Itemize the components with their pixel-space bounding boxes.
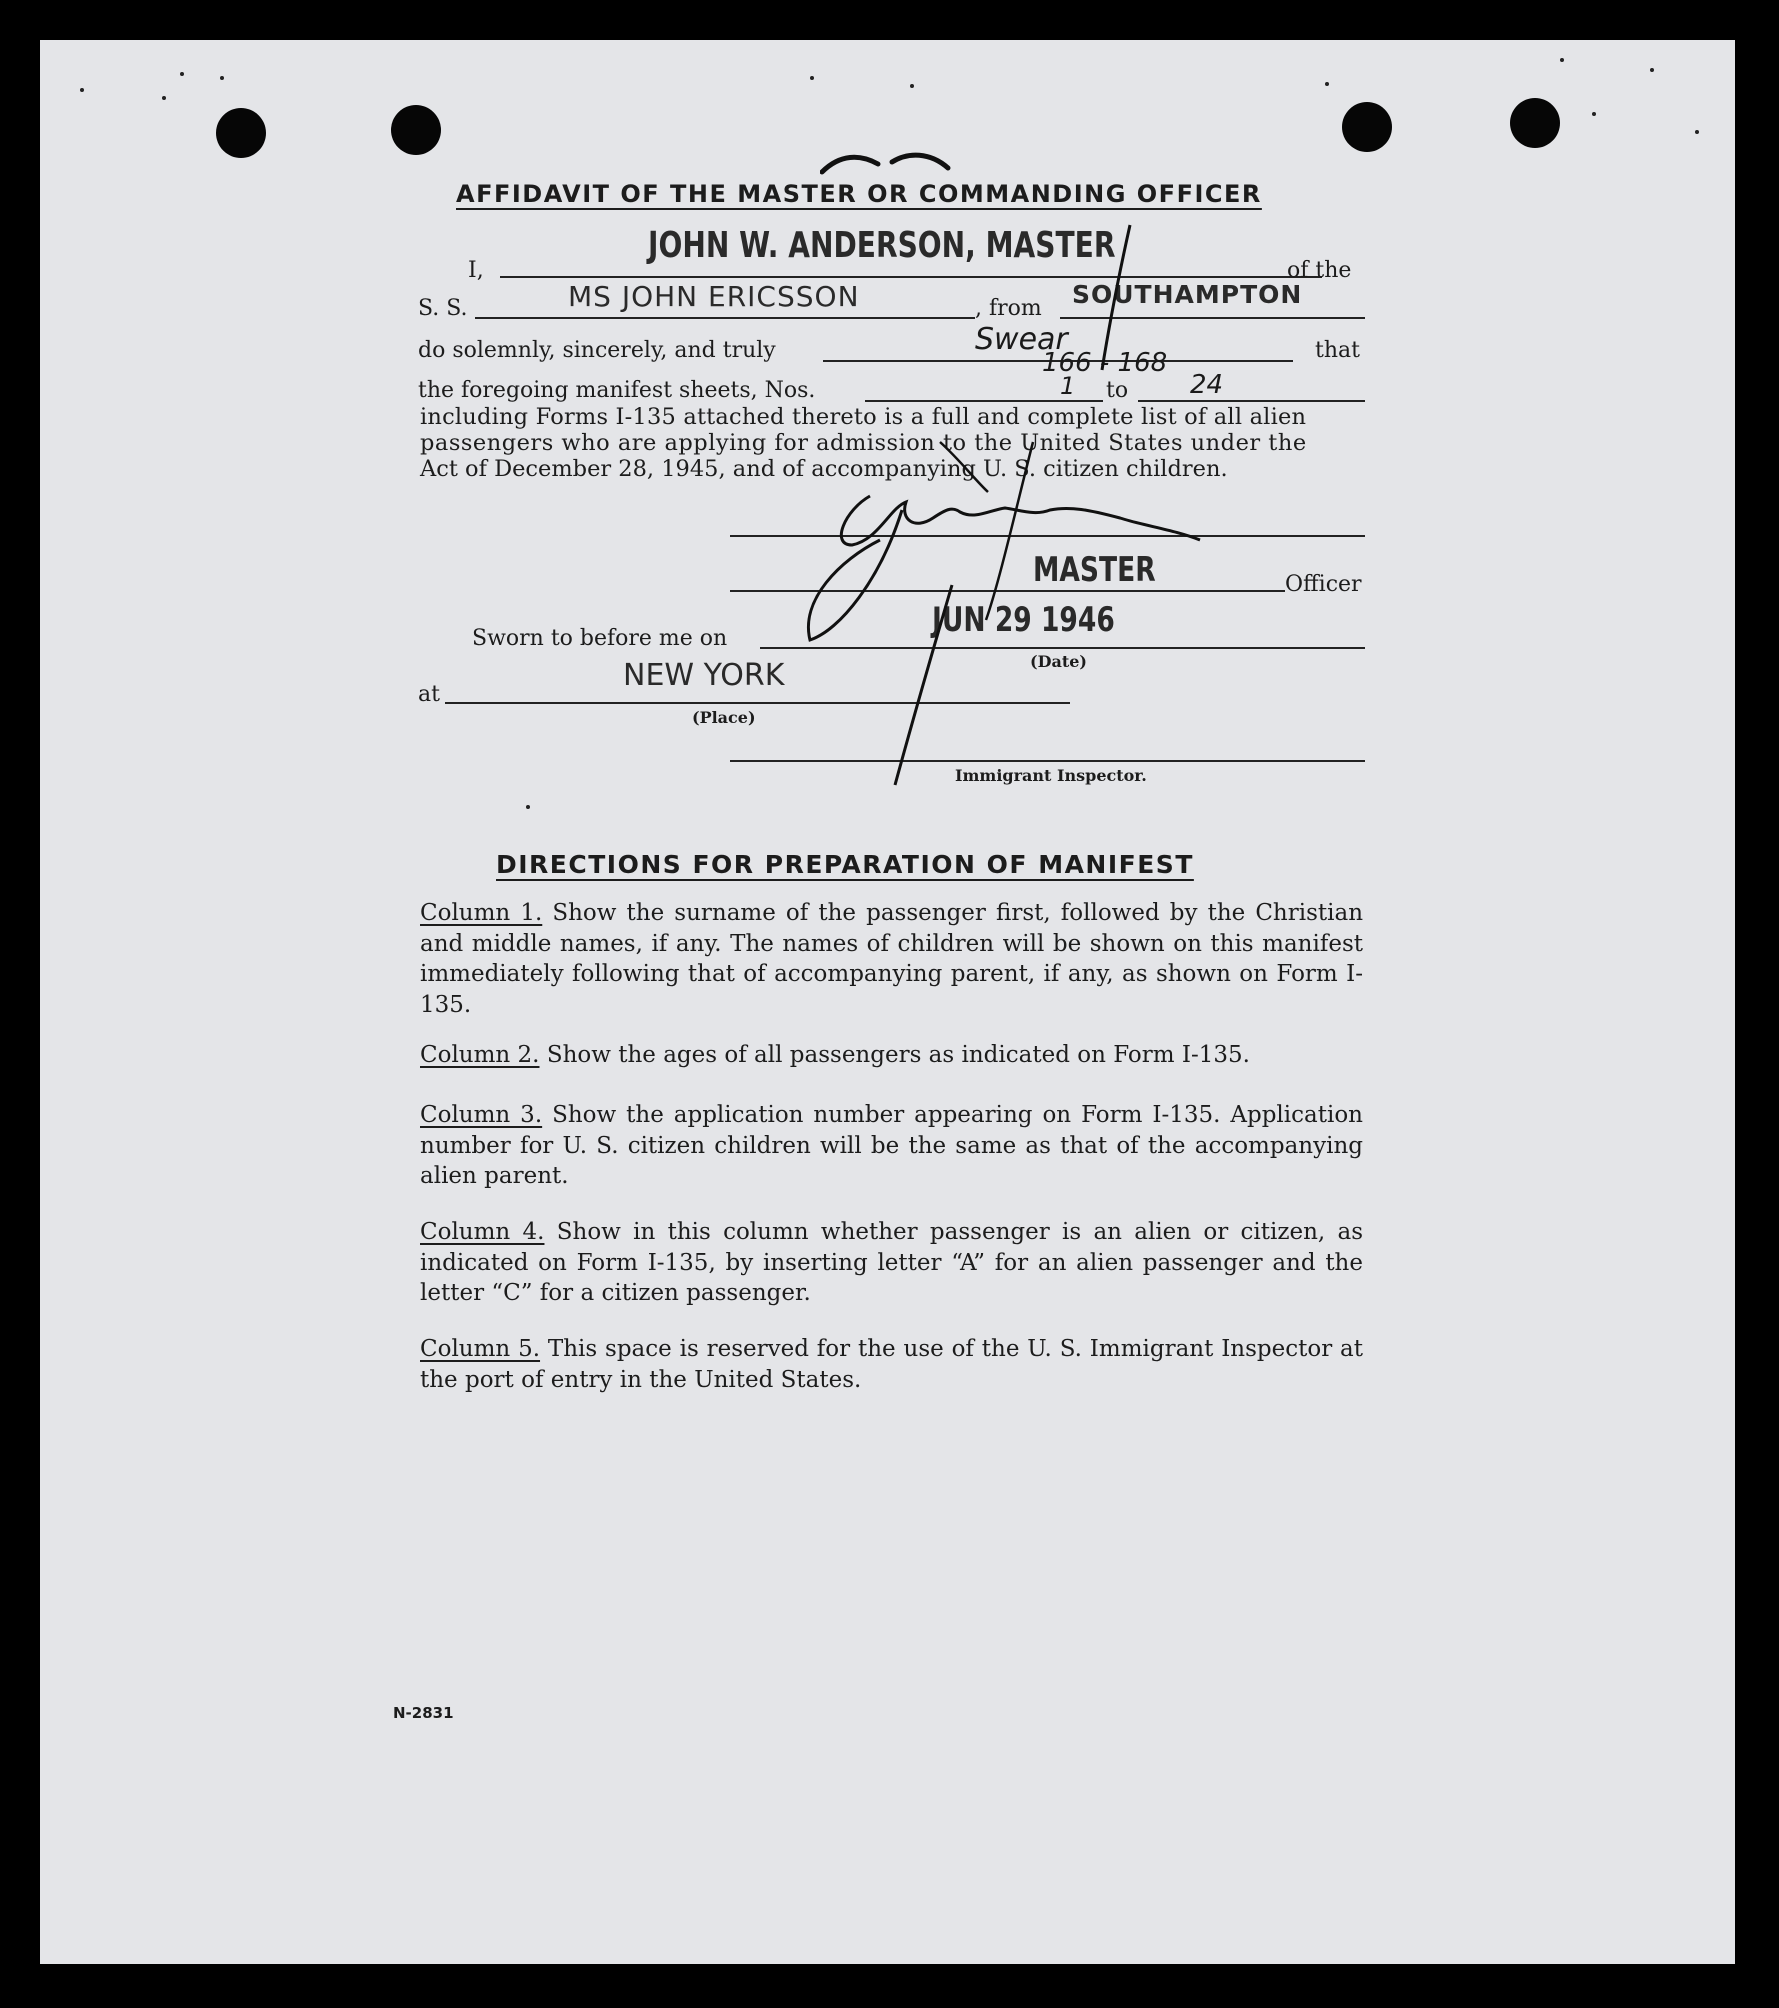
directions-title: DIRECTIONS FOR PREPARATION OF MANIFEST (496, 850, 1194, 879)
affidavit-body-line-3: Act of December 28, 1945, and of accompanying U. S. citizen children. (420, 456, 1228, 482)
direction-text: This space is reserved for the use of the U. S. Immigrant Inspector at the port of entry in the United States. (420, 1336, 1363, 1393)
direction-text: Show the ages of all passengers as indicated on Form I-135. (546, 1042, 1250, 1068)
direction-text: Show the surname of the passenger first, followed by the Christian and middle names, if any. The names of children will be shown on this manifest immediately following that of accompanying parent, if any, as shown on Form I-135. (420, 900, 1364, 1018)
form-number: N-2831 (393, 1704, 454, 1722)
sheets-label: the foregoing manifest sheets, Nos. (418, 378, 816, 403)
direction-label: Column 1. (420, 900, 543, 926)
direction-label: Column 3. (420, 1102, 543, 1128)
master-name-stamp: JOHN W. ANDERSON, MASTER (648, 225, 1116, 266)
date-stamp: JUN 29 1946 (932, 600, 1115, 640)
direction-label: Column 2. (420, 1042, 540, 1068)
that-label: that (1315, 338, 1360, 363)
direction-item-2 (420, 1040, 1363, 1071)
inspector-caption: Immigrant Inspector. (955, 766, 1147, 785)
from-port-stamp: SOUTHAMPTON (1072, 280, 1303, 309)
to-label: to (1106, 378, 1129, 403)
direction-item-4 (420, 1217, 1363, 1309)
direction-text: Show the application number appearing on Form I-135. Application number for U. S. citizen children will be the same as that of the accompanying alien parent. (420, 1102, 1363, 1189)
affidavit-body-line-2: passengers who are applying for admission to the United States under the (420, 430, 1307, 456)
affidavit-title: AFFIDAVIT OF THE MASTER OR COMMANDING OFFICER (456, 180, 1262, 208)
oath-word-handwritten: Swear (975, 322, 1068, 357)
direction-label: Column 5. (420, 1336, 541, 1362)
solemnly-label: do solemnly, sincerely, and truly (418, 338, 776, 363)
direction-text: Show in this column whether passenger is an alien or citizen, as indicated on Form I-135, by inserting letter “A” for an alien passenger and the letter “C” for a citizen passenger. (420, 1219, 1363, 1306)
ship-name-stamp: MS JOHN ERICSSON (568, 280, 860, 313)
of-the-label: of the (1287, 258, 1352, 283)
place-caption: (Place) (692, 708, 756, 727)
sheet-to-handwritten: 24 (1190, 370, 1224, 400)
at-label: at (418, 682, 440, 707)
sheets-range-handwritten: 166 - 168 (1042, 348, 1168, 378)
direction-item-1 (420, 898, 1363, 1020)
from-label: , from (975, 296, 1042, 321)
ss-label: S. S. (418, 296, 468, 321)
i-label: I, (468, 258, 484, 283)
date-caption: (Date) (1030, 652, 1087, 671)
direction-item-3 (420, 1100, 1363, 1192)
affidavit-body-line-1: including Forms I-135 attached thereto is a full and complete list of all alien (420, 404, 1307, 430)
document-page (40, 40, 1735, 1964)
sworn-label: Sworn to before me on (472, 626, 728, 651)
direction-label: Column 4. (420, 1219, 545, 1245)
master-title-stamp: MASTER (1033, 550, 1156, 590)
sheet-from-handwritten: 1 (1060, 372, 1076, 400)
place-stamp: NEW YORK (623, 658, 785, 693)
direction-item-5 (420, 1334, 1363, 1395)
officer-label: Officer (1285, 572, 1362, 597)
